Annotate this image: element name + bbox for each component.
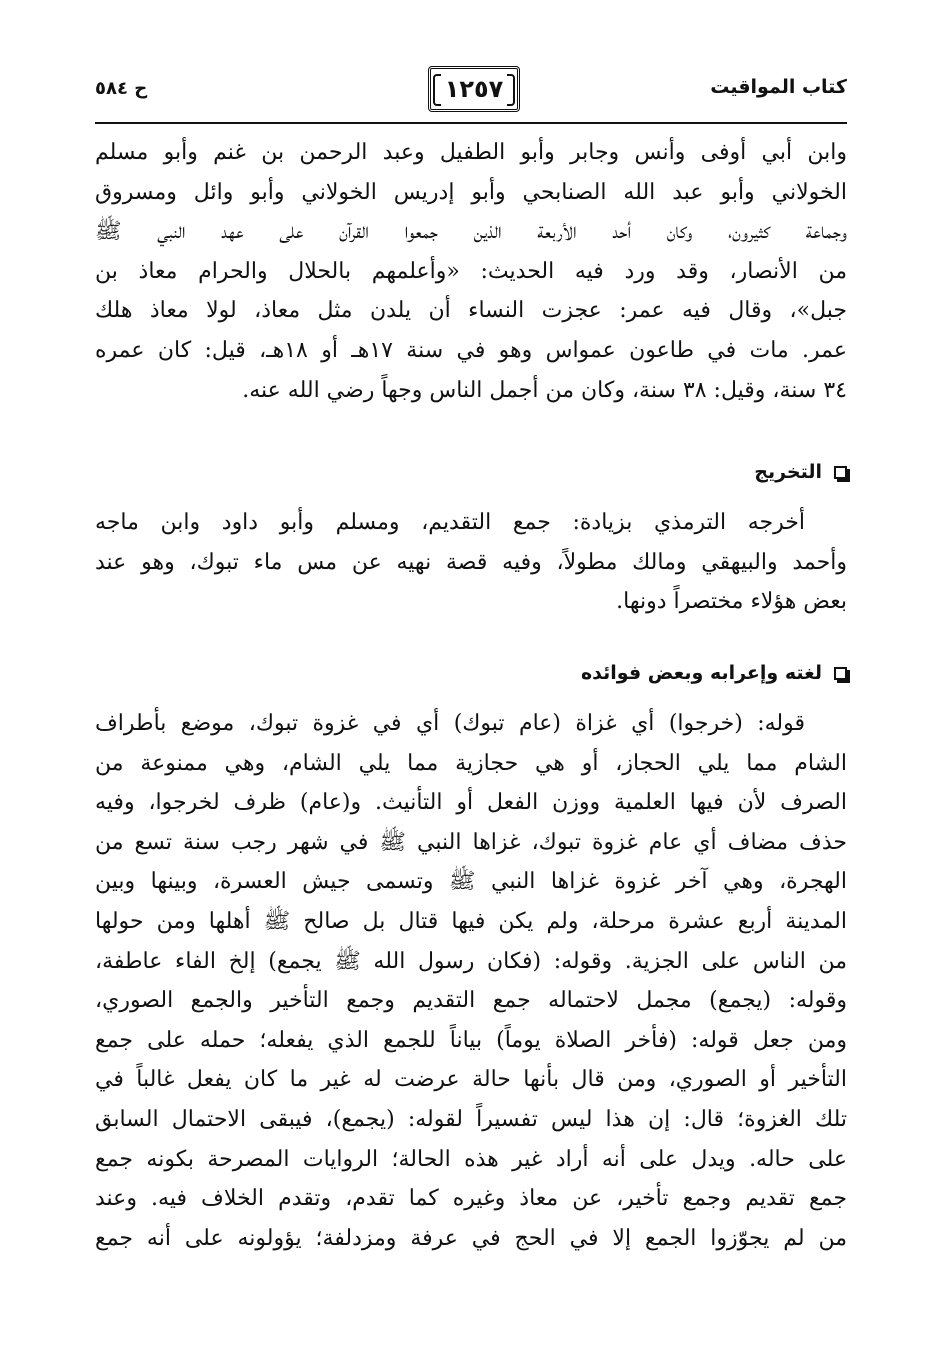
biography-paragraph — [95, 133, 847, 410]
text-line: الصرف لأن فيها العلمية ووزن الفعل أو التأنيث. و(عام) ظرف لخرجوا، وفيه — [95, 790, 847, 816]
takhrij-paragraph — [95, 503, 847, 622]
page-number: ١٢٥٧ — [444, 75, 504, 103]
square-bullet-icon — [834, 466, 847, 479]
text-line: ٣٤ سنة، وقيل: ٣٨ سنة، وكان من أجمل الناس وجهاً رضي الله عنه. — [242, 377, 847, 403]
text-line: قوله: (خرجوا) أي غزاة (عام تبوك) أي في غزوة تبوك، موضع بأطراف — [95, 711, 805, 736]
text-line: وقوله: (يجمع) مجمل لاحتماله جمع التقديم وجمع التأخير والجمع الصوري، — [95, 988, 847, 1014]
section-heading-lugha — [581, 662, 847, 684]
lugha-paragraph — [95, 704, 847, 1258]
text-line: المدينة أربع عشرة مرحلة، ولم يكن فيها قتال بل صالح ﷺ أهلها ومن حولها — [95, 908, 847, 934]
text-line: حذف مضاف أي عام غزوة تبوك، غزاها النبي ﷺ في شهر رجب سنة تسع من — [95, 829, 847, 855]
text-line: جبل»، وقال فيه عمر: عجزت النساء أن يلدن مثل معاذ، لولا معاذ هلك — [95, 298, 847, 324]
text-line: جمع تقديم وجمع تأخير، عن معاذ وغيره كما تقدم، وتقدم الخلاف فيه. وعند — [95, 1186, 847, 1212]
text-line: من الناس على الجزية. وقوله: (فكان رسول الله ﷺ يجمع) إلخ الفاء عاطفة، — [95, 948, 847, 974]
text-line: ومن جعل قوله: (فأخر الصلاة يوماً) بياناً للجمع الذي يفعله؛ حمله على جمع — [95, 1027, 847, 1053]
text-line: بعض هؤلاء مختصراً دونها. — [616, 589, 847, 615]
text-line: الشام مما يلي الحجاز، أو هي حجازية مما يلي الشام، وهي ممنوعة من — [95, 750, 847, 776]
text-line: وجماعة كثيرون، وكان أحد الأربعة الذين جمعوا القرآن على عهد النبي ﷺ — [95, 219, 847, 245]
header-divider — [95, 122, 847, 124]
text-line: وابن أبي أوفى وأنس وجابر وأبو الطفيل وعبد الرحمن بن غنم وأبو مسلم — [95, 140, 847, 165]
page-number-frame — [428, 66, 520, 112]
text-line: وأحمد والبيهقي ومالك مطولاً، وفيه قصة نهيه عن مس ماء تبوك، وهو عند — [95, 549, 847, 575]
text-line: التأخير أو الصوري، ومن قال بأنها حالة عرضت له غير ما كان يفعل غالباً في — [95, 1067, 847, 1093]
text-line: من الأنصار، وقد ورد فيه الحديث: «وأعلمهم بالحلال والحرام معاذ بن — [95, 258, 847, 284]
text-line: من لم يجوّزوا الجمع إلا في الحج في عرفة ومزدلفة؛ يؤولونه على أنه جمع — [95, 1225, 847, 1251]
text-line: عمر. مات في طاعون عمواس وهو في سنة ١٧هـ أو ١٨هـ، قيل: كان عمره — [95, 337, 847, 363]
section-heading-label: لغته وإعرابه وبعض فوائده — [580, 662, 822, 684]
section-heading-takhrij — [754, 461, 847, 483]
square-bullet-icon — [834, 667, 847, 680]
page-header — [95, 66, 847, 122]
book-title: كتاب المواقيت — [710, 76, 847, 98]
section-heading-label: التخريج — [754, 461, 822, 483]
text-line: تلك الغزوة؛ قال: إن هذا ليس تفسيراً لقوله: (يجمع)، فيبقى الاحتمال السابق — [95, 1106, 847, 1132]
text-line: الخولاني وأبو عبد الله الصنابحي وأبو إدريس الخولاني وأبو وائل ومسروق — [95, 179, 847, 205]
text-line: على حاله. ويدل على أنه أراد غير هذه الحالة؛ الروايات المصرحة بكونه جمع — [95, 1146, 847, 1172]
hadith-reference: ح ٥٨٤ — [95, 78, 148, 99]
text-line: الهجرة، وهي آخر غزوة غزاها النبي ﷺ وتسمى جيش العسرة، وبينها وبين — [95, 869, 847, 895]
text-line: أخرجه الترمذي بزيادة: جمع التقديم، ومسلم وأبو داود وابن ماجه — [95, 510, 805, 535]
